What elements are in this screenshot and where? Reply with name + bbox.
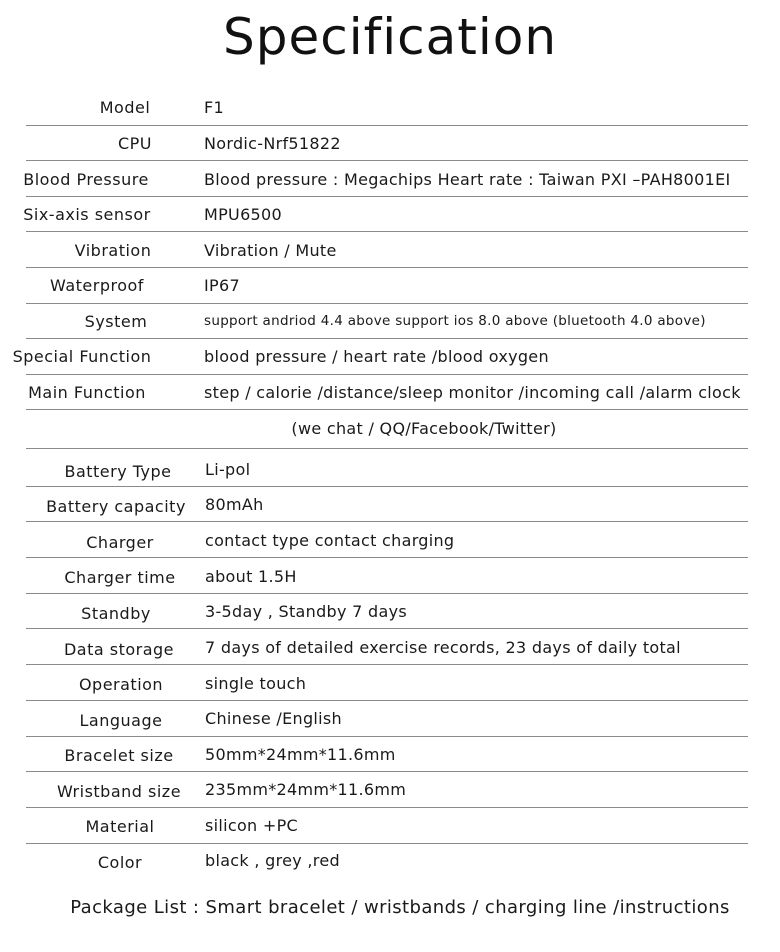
spec-label-battery-type: Battery Type — [64, 462, 172, 481]
spec-value-standby: 3-5day , Standby 7 days — [205, 602, 407, 621]
row-divider — [26, 231, 748, 232]
spec-label-main-function: Main Function — [28, 383, 146, 402]
row-divider — [26, 700, 748, 701]
spec-label-bracelet-size: Bracelet size — [64, 746, 174, 765]
row-divider — [26, 374, 748, 375]
spec-value-main-function-continued: (we chat / QQ/Facebook/Twitter) — [291, 419, 557, 438]
spec-label-operation: Operation — [78, 675, 164, 694]
spec-label-battery-capacity: Battery capacity — [46, 497, 186, 516]
spec-label-standby: Standby — [81, 604, 151, 623]
spec-label-language: Language — [79, 711, 163, 730]
page-title: Specification — [222, 8, 558, 66]
row-divider — [26, 160, 748, 161]
spec-value-language: Chinese /English — [205, 709, 342, 728]
spec-label-six-axis-sensor: Six-axis sensor — [23, 205, 151, 224]
spec-value-system: support andriod 4.4 above support ios 8.0 above (bluetooth 4.0 above) — [204, 313, 706, 329]
spec-label-vibration: Vibration — [74, 241, 152, 260]
spec-value-special-function: blood pressure / heart rate /blood oxygen — [204, 347, 549, 366]
row-divider — [26, 196, 748, 197]
row-divider — [26, 736, 748, 737]
spec-value-data-storage: 7 days of detailed exercise records, 23 days of daily total — [205, 638, 681, 657]
package-list: Package List : Smart bracelet / wristbands / charging line /instructions — [70, 897, 730, 918]
spec-value-model: F1 — [204, 98, 224, 117]
spec-value-bracelet-size: 50mm*24mm*11.6mm — [205, 745, 396, 764]
spec-label-model: Model — [99, 98, 151, 117]
spec-label-material: Material — [85, 817, 155, 836]
row-divider — [26, 125, 748, 126]
spec-value-cpu: Nordic-Nrf51822 — [204, 134, 341, 153]
spec-label-color: Color — [97, 853, 143, 872]
row-divider — [26, 521, 748, 522]
row-divider — [26, 628, 748, 629]
spec-label-charger: Charger — [86, 533, 154, 552]
row-divider — [26, 807, 748, 808]
spec-value-color: black , grey ,red — [205, 851, 340, 870]
spec-value-battery-type: Li-pol — [205, 460, 251, 479]
spec-label-system: System — [84, 312, 148, 331]
row-divider — [26, 771, 748, 772]
spec-label-wristband-size: Wristband size — [56, 782, 182, 801]
spec-label-special-function: Special Function — [12, 347, 152, 366]
spec-label-cpu: CPU — [117, 134, 153, 153]
spec-value-operation: single touch — [205, 674, 307, 693]
row-divider — [26, 303, 748, 304]
row-divider — [26, 486, 748, 487]
section-divider — [26, 448, 748, 449]
spec-value-charger-time: about 1.5H — [205, 567, 297, 586]
spec-value-charger: contact type contact charging — [205, 531, 455, 550]
spec-value-battery-capacity: 80mAh — [205, 495, 264, 514]
spec-value-vibration: Vibration / Mute — [204, 241, 337, 260]
row-divider — [26, 409, 748, 410]
spec-value-six-axis-sensor: MPU6500 — [204, 205, 282, 224]
row-divider — [26, 843, 748, 844]
spec-value-wristband-size: 235mm*24mm*11.6mm — [205, 780, 407, 799]
spec-value-blood-pressure: Blood pressure : Megachips Heart rate : Taiwan PXI –PAH8001EI — [204, 170, 731, 189]
row-divider — [26, 267, 748, 268]
row-divider — [26, 664, 748, 665]
row-divider — [26, 593, 748, 594]
spec-label-charger-time: Charger time — [64, 568, 176, 587]
spec-label-waterproof: Waterproof — [50, 276, 144, 295]
spec-value-waterproof: IP67 — [204, 276, 240, 295]
spec-value-main-function: step / calorie /distance/sleep monitor /incoming call /alarm clock — [204, 383, 741, 402]
row-divider — [26, 557, 748, 558]
spec-value-material: silicon +PC — [205, 816, 299, 835]
row-divider — [26, 338, 748, 339]
spec-label-blood-pressure: Blood Pressure — [23, 170, 149, 189]
spec-label-data-storage: Data storage — [63, 640, 175, 659]
